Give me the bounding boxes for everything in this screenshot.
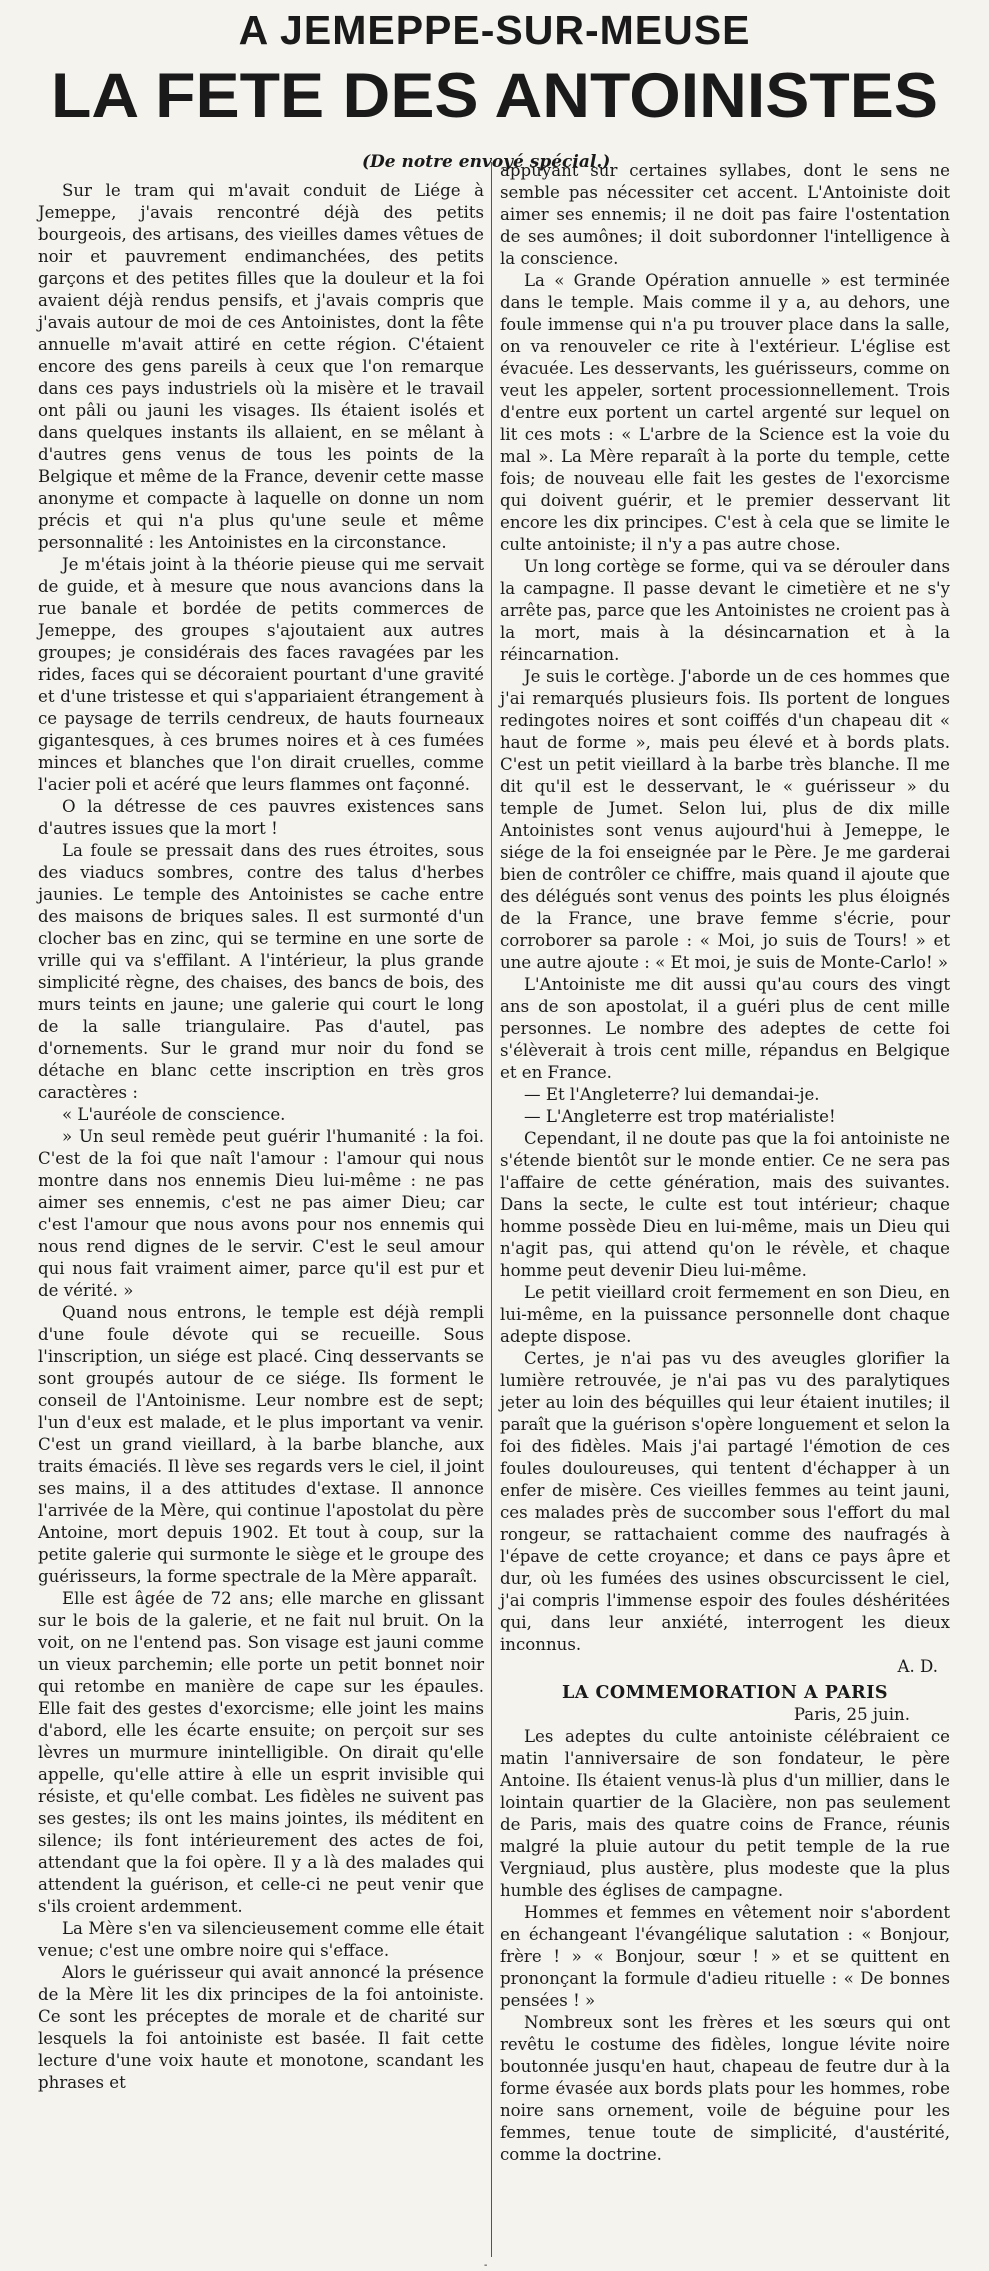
paragraph: — Et l'Angleterre? lui demandai-je. <box>524 1085 820 1104</box>
article-column-right <box>500 160 950 2166</box>
paragraph: » Un seul remède peut guérir l'humanité : la foi. C'est de la foi que naît l'amour : l'amour qui nous montre dans nos ennemis Dieu lui-même : ne pas aimer ses ennemis, c'est ne pas aimer Dieu; car c'est l'amour que nous avons pour nos ennemis qui nous rend dignes de le servir. C'est le seul amour qui nous fait vraiment aimer, parce qu'il est pur et de vérité. » <box>38 1127 484 1300</box>
footer-mark: - <box>484 2260 488 2271</box>
paragraph: Le petit vieillard croit fermement en son Dieu, en lui-même, en la puissance personnelle dont chaque adepte dispose. <box>500 1283 950 1346</box>
paragraph: Un long cortège se forme, qui va se dérouler dans la campagne. Il passe devant le cimetière et ne s'y arrête pas, parce que les Antoinistes ne croient pas à la mort, mais à la désincarnation et à la réincarnation. <box>500 557 950 664</box>
paragraph: — L'Angleterre est trop matérialiste! <box>524 1107 836 1126</box>
paragraph: appuyant sur certaines syllabes, dont le sens ne semble pas nécessiter cet accent. L'Antoiniste doit aimer ses ennemis; il ne doit pas faire l'ostentation de ses aumônes; il doit subordonner l'intelligence à la conscience. <box>500 161 950 268</box>
paragraph: La foule se pressait dans des rues étroites, sous des viaducs sombres, contre des talus d'herbes jaunies. Le temple des Antoinistes se cache entre des maisons de briques sales. Il est surmonté d'un clocher bas en zinc, qui se termine en une sorte de vrille qui va s'effilant. A l'intérieur, la plus grande simplicité règne, des chaises, des bancs de bois, des murs teints en jaune; une galerie qui court le long de la salle triangulaire. Pas d'autel, pas d'ornements. Sur le grand mur noir du fond se détache en blanc cette inscription en très gros caractères : <box>38 841 484 1102</box>
paragraph: L'Antoiniste me dit aussi qu'au cours des vingt ans de son apostolat, il a guéri plus de cent mille personnes. Le nombre des adeptes de cette foi s'élèverait à trois cent mille, répandus en Belgique et en France. <box>500 975 950 1082</box>
paragraph: La Mère s'en va silencieusement comme elle était venue; c'est une ombre noire qui s'efface. <box>38 1919 484 1960</box>
author-signature: A. D. <box>897 1657 938 1676</box>
paragraph: Nombreux sont les frères et les sœurs qui ont revêtu le costume des fidèles, longue lévite noire boutonnée jusqu'en haut, chapeau de feutre dur à la forme évasée aux bords plats pour les hommes, robe noire sans ornement, voile de béguine pour les femmes, tenue toute de simplicité, d'austérité, comme la doctrine. <box>500 2013 950 2164</box>
paragraph: Hommes et femmes en vêtement noir s'abordent en échangeant l'évangélique salutation : « Bonjour, frère ! » « Bonjour, sœur ! » et se quittent en prononçant la formule d'adieu rituelle : « De bonnes pensées ! » <box>500 1903 950 2010</box>
paragraph: Elle est âgée de 72 ans; elle marche en glissant sur le bois de la galerie, et ne fait nul bruit. On la voit, on ne l'entend pas. Son visage est jauni comme un vieux parchemin; elle porte un petit bonnet noir qui retombe en manière de cape sur les épaules. Elle fait des gestes d'exorcisme; elle joint les mains d'abord, elle les écarte ensuite; on perçoit sur ses lèvres un murmure inintelligible. On dirait qu'elle appelle, qu'elle attire à elle un esprit invisible qui résiste, et qu'elle combat. Les fidèles ne suivent pas ses gestes; ils ont les mains jointes, ils méditent en silence; ils font intérieurement des actes de foi, attendant que la foi opère. Il y a là des malades qui attendent la guérison, et celle-ci ne peut venir que s'ils croient ardemment. <box>38 1589 484 1916</box>
article-column-left <box>38 180 484 2094</box>
paragraph: La « Grande Opération annuelle » est terminée dans le temple. Mais comme il y a, au dehors, une foule immense qui n'a pu trouver place dans la salle, on va renouveler ce rite à l'extérieur. L'église est évacuée. Les desservants, les guérisseurs, comme on veut les appeler, sortent processionnellement. Trois d'entre eux portent un cartel argenté sur lequel on lit ces mots : « L'arbre de la Science est la voie du mal ». La Mère reparaît à la porte du temple, cette fois; de nouveau elle fait les gestes de l'exorcisme qui doivent guérir, et le premier desservant lit encore les dix principes. C'est à cela que se limite le culte antoiniste; il n'y a pas autre chose. <box>500 271 950 554</box>
paragraph: Je m'étais joint à la théorie pieuse qui me servait de guide, et à mesure que nous avancions dans la rue banale et bordée de petits commerces de Jemeppe, des groupes s'ajoutaient aux autres groupes; je considérais des faces ravagées par les rides, faces qui se décoraient pourtant d'une gravité et d'une tristesse et qui s'appariaient étrangement à ce paysage de terrils cendreux, de hauts fourneaux gigantesques, à ces brumes noires et à ces fumées minces et blanches que l'on dirait cruelles, comme l'acier poli et acéré que leurs flammes ont façonné. <box>38 555 484 794</box>
paragraph: Les adeptes du culte antoiniste célébraient ce matin l'anniversaire de son fondateur, le père Antoine. Ils étaient venus-là plus d'un millier, dans le lointain quartier de la Glacière, non pas seulement de Paris, mais des quatre coins de France, réunis malgré la pluie autour du petit temple de la rue Vergniaud, plus austère, plus modeste que la plus humble des églises de campagne. <box>500 1727 950 1900</box>
paragraph: Certes, je n'ai pas vu des aveugles glorifier la lumière retrouvée, je n'ai pas vu des paralytiques jeter au loin des béquilles qui leur étaient inutiles; il paraît que la guérison s'opère longuement et selon la foi des fidèles. Mais j'ai partagé l'émotion de ces foules douloureuses, qui tentent d'échapper à un enfer de misère. Ces vieilles femmes au teint jauni, ces malades près de succomber sous l'effort du mal rongeur, se rattachaient comme des naufragés à l'épave de cette croyance; et dans ce pays âpre et dur, où les fumées des usines obscurcissent le ciel, j'ai compris l'immense espoir des foules déshéritées qui, dans leur anxiété, interrogent les dieux inconnus. <box>500 1349 950 1654</box>
kicker-title: A JEMEPPE-SUR-MEUSE <box>238 7 751 53</box>
section-heading: LA COMMEMORATION A PARIS <box>561 1683 889 1703</box>
paragraph: Je suis le cortège. J'aborde un de ces hommes que j'ai remarqués plusieurs fois. Ils portent de longues redingotes noires et sont coiffés d'un chapeau dit « haut de forme », mais peu élevé et à bords plats. C'est un petit vieillard à la barbe très blanche. Il me dit qu'il est le desservant, le « guérisseur » du temple de Jumet. Selon lui, plus de dix mille Antoinistes sont venus aujourd'hui à Jemeppe, le siége de la foi enseignée par le Père. Je me garderai bien de contrôler ce chiffre, mais quand il ajoute que des délégués sont venus des points les plus éloignés de la France, une brave femme s'écrie, pour corroborer sa parole : « Moi, jo suis de Tours! » et une autre ajoute : « Et moi, je suis de Monte-Carlo! » <box>500 667 950 972</box>
paragraph: Cependant, il ne doute pas que la foi antoiniste ne s'étende bientôt sur le monde entier. Ce ne sera pas l'affaire de cette génération, mais des suivantes. Dans la secte, le culte est tout intérieur; chaque homme possède Dieu en lui-même, mais un Dieu qui n'agit pas, qui attend qu'on le révèle, et chaque homme peut devenir Dieu lui-même. <box>500 1129 950 1280</box>
column-divider <box>491 162 492 2257</box>
paragraph: Quand nous entrons, le temple est déjà rempli d'une foule dévote qui se recueille. Sous l'inscription, un siége est placé. Cinq desservants se sont groupés autour de ce siége. Ils forment le conseil de l'Antoinisme. Leur nombre est de sept; l'un d'eux est malade, et le plus important va venir. C'est un grand vieillard, à la barbe blanche, aux traits émaciés. Il lève ses regards vers le ciel, il joint ses mains, il a des attitudes d'extase. Il annonce l'arrivée de la Mère, qui continue l'apostolat du père Antoine, mort depuis 1902. Et tout à coup, sur la petite galerie qui surmonte le siège et le groupe des guérisseurs, la forme spectrale de la Mère apparaît. <box>38 1303 484 1586</box>
paragraph: « L'auréole de conscience. <box>62 1105 286 1124</box>
headline: LA FETE DES ANTOINISTES <box>51 61 938 131</box>
paragraph: Alors le guérisseur qui avait annoncé la présence de la Mère lit les dix principes de la foi antoiniste. Ce sont les préceptes de morale et de charité sur lesquels la foi antoiniste est basée. Il fait cette lecture d'une voix haute et monotone, scandant les phrases et <box>38 1963 484 2092</box>
paragraph: Sur le tram qui m'avait conduit de Liége à Jemeppe, j'avais rencontré déjà des petits bourgeois, des artisans, des vieilles dames vêtues de noir et pauvrement endimanchées, des petits garçons et des petites filles que la douleur et la foi avaient déjà rendus pensifs, et j'avais compris que j'avais autour de moi de ces Antoinistes, dont la fête annuelle m'avait attiré en cette région. C'étaient encore des gens pareils à ceux que l'on remarque dans ces pays industriels où la misère et le travail ont pâli ou jauni les visages. Ils étaient isolés et dans quelques instants ils allaient, en se mêlant à d'autres gens venus de tous les points de la Belgique et même de la France, devenir cette masse anonyme et compacte à laquelle on donne un nom précis et qui n'a plus qu'une seule et même personnalité : les Antoinistes en la circonstance. <box>38 181 484 552</box>
dateline: Paris, 25 juin. <box>793 1705 910 1724</box>
byline: (De notre envoyé spécial.) <box>362 152 611 172</box>
paragraph: O la détresse de ces pauvres existences sans d'autres issues que la mort ! <box>38 797 484 838</box>
